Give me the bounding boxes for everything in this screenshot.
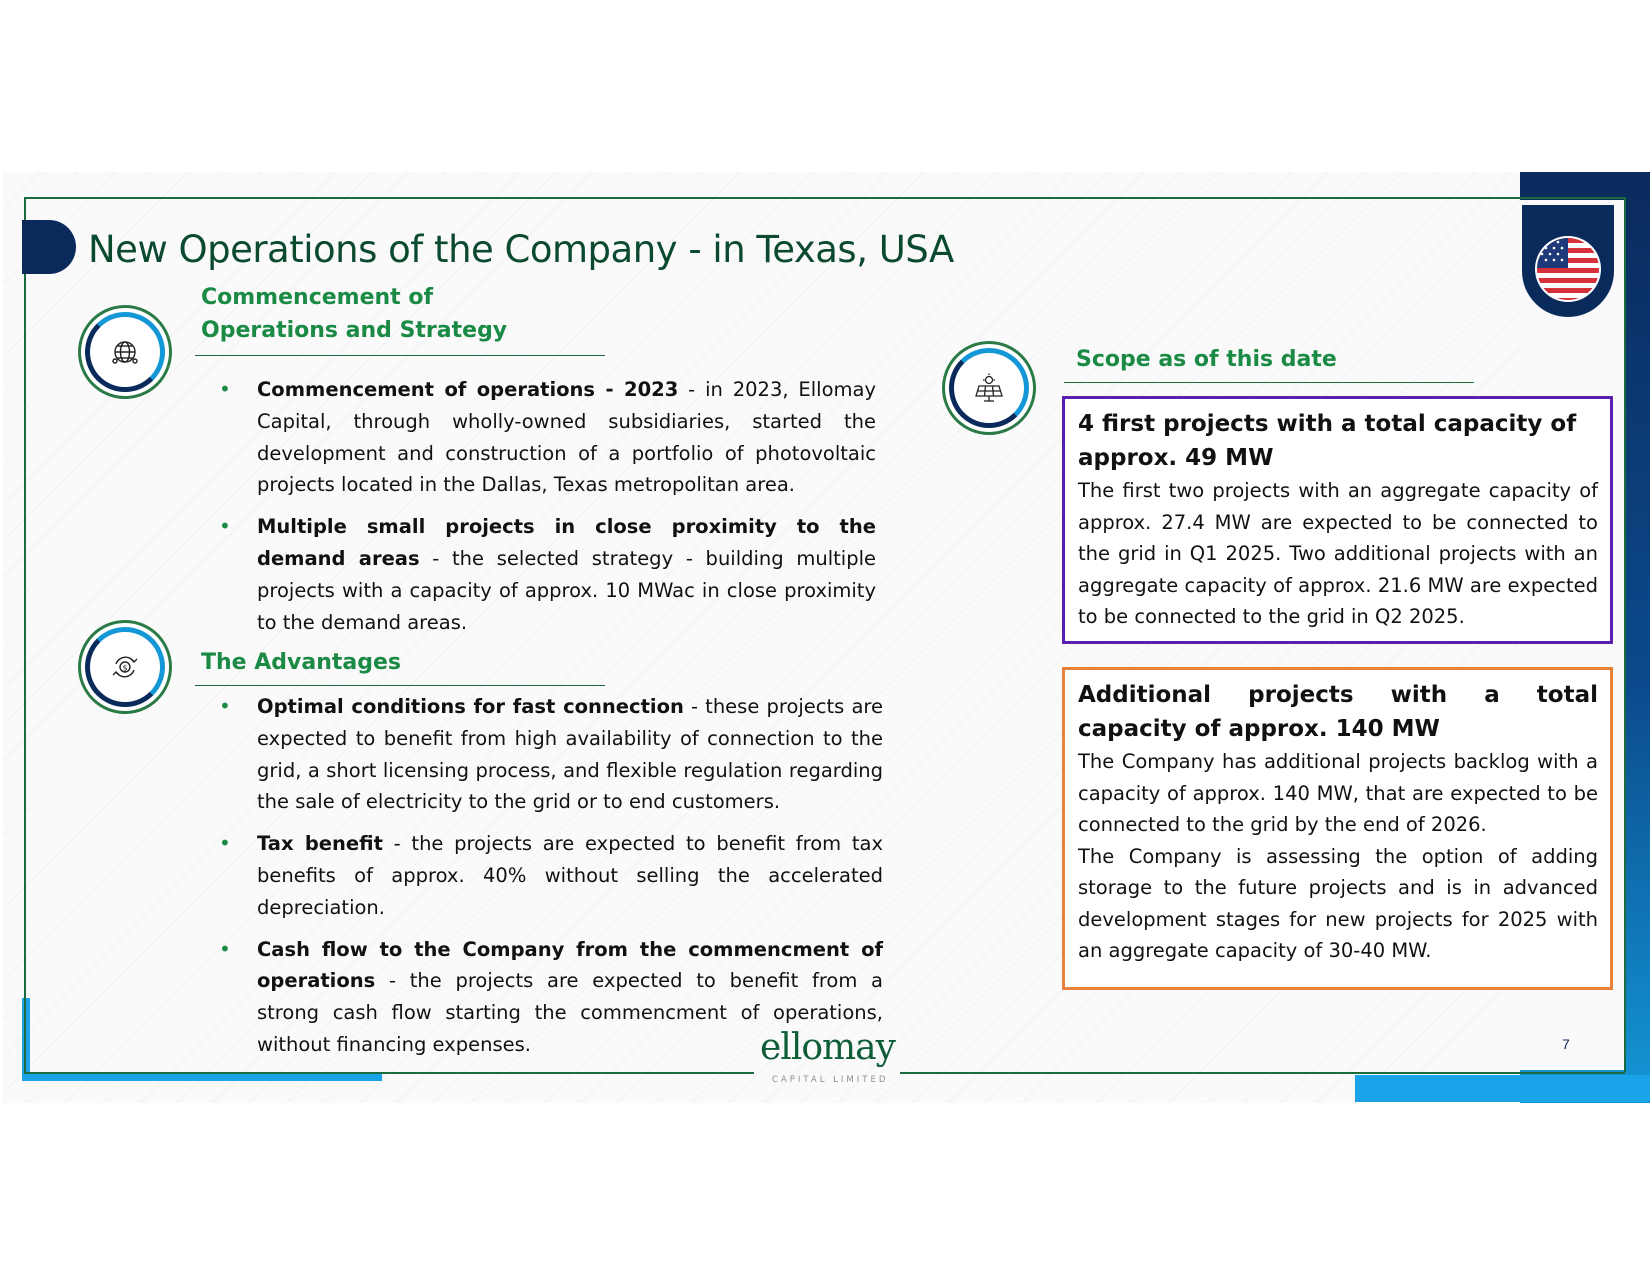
- box-additional-projects-title: Additional projects with a total capacity of approx. 140 MW: [1078, 682, 1598, 742]
- box-first-projects-title: 4 first projects with a total capacity of approx. 49 MW: [1078, 411, 1577, 471]
- company-logo: ellomay: [760, 1027, 895, 1068]
- advantages-heading: The Advantages: [201, 650, 401, 675]
- commencement-rule: [195, 355, 605, 356]
- title-pill: [22, 220, 76, 274]
- scope-icon-badge: [942, 341, 1036, 435]
- solar-panel-icon: [973, 372, 1005, 404]
- advantages-rule: [195, 685, 605, 686]
- frame-bottom-line-left: [24, 1072, 754, 1074]
- bullet-text: - in 2023, Ellomay Capital, through wholly-owned subsidiaries, started the development and construction of a portfolio of photovoltaic projects located in the Dallas, Texas metropolitan area.: [257, 378, 876, 497]
- bullet-text: - the projects are expected to benefit from tax benefits of approx. 40% without selling the accelerated depreciation.: [257, 832, 883, 919]
- advantages-bullets: [217, 691, 883, 1071]
- scope-rule: [1064, 382, 1474, 383]
- company-logo-subtitle: CAPITAL LIMITED: [772, 1075, 889, 1085]
- svg-text:$: $: [122, 663, 128, 673]
- scope-heading: Scope as of this date: [1076, 347, 1337, 372]
- frame-right-line: [1624, 197, 1626, 1072]
- strategy-icon-badge: [78, 305, 172, 399]
- bottom-right-accent: [1355, 1075, 1650, 1102]
- frame-top-line: [24, 197, 1624, 199]
- list-item: [217, 691, 883, 818]
- box-additional-projects-text1: The Company has additional projects backlog with a capacity of approx. 140 MW, that are expected to be connected to the grid by the end of 2026.: [1078, 750, 1598, 836]
- list-item: [217, 374, 876, 501]
- commencement-heading-line1: Commencement of: [201, 285, 434, 310]
- box-additional-projects-text2: The Company is assessing the option of adding storage to the future projects and is in advanced development stages for new projects for 2025 with an aggregate capacity of 30-40 MW.: [1078, 844, 1598, 962]
- frame-bottom-line-right: [900, 1072, 1625, 1074]
- advantages-icon-badge: [78, 620, 172, 714]
- commencement-heading-line2: Operations and Strategy: [201, 318, 508, 343]
- list-item: [217, 511, 876, 638]
- bullet-bold: Cash flow to the Company from the commencment of operations: [257, 937, 883, 993]
- commencement-heading: [201, 281, 507, 347]
- flag-badge: [1522, 205, 1614, 317]
- globe-network-icon: [110, 337, 140, 367]
- frame-left-line: [24, 197, 26, 1072]
- bullet-bold: Multiple small projects in close proximity to the demand areas: [257, 515, 876, 570]
- us-flag-icon: [1534, 235, 1602, 303]
- bullet-text: - the projects are expected to benefit from a strong cash flow starting the commencment of operations, without financing expenses.: [257, 969, 883, 1056]
- box-first-projects-text: The first two projects with an aggregate capacity of approx. 27.4 MW are expected to be connected to the grid in Q1 2025. Two additional projects with an aggregate capacity of approx. 21.6 MW are expected to be connected to the grid in Q2 2025.: [1078, 479, 1598, 628]
- cycle-coin-icon: [110, 652, 140, 682]
- page-number: 7: [1562, 1036, 1570, 1052]
- list-item: [217, 828, 883, 923]
- commencement-bullets: [217, 374, 876, 648]
- page-title: New Operations of the Company - in Texas, USA: [88, 228, 954, 271]
- bullet-bold: Tax benefit: [257, 832, 383, 856]
- bullet-bold: Optimal conditions for fast connection: [257, 695, 684, 718]
- box-additional-projects: [1062, 667, 1613, 990]
- bottom-left-accent-horizontal: [22, 1073, 382, 1081]
- bullet-bold: Commencement of operations - 2023: [257, 378, 679, 401]
- bullet-text: - the selected strategy - building multiple projects with a capacity of approx. 10 MWac in close proximity to the demand areas.: [257, 546, 877, 634]
- box-first-projects: [1062, 396, 1613, 644]
- bullet-text: - these projects are expected to benefit from high availability of connection to the grid, a short licensing process, and flexible regulation regarding the sale of electricity to the grid or to end customers.: [257, 695, 883, 814]
